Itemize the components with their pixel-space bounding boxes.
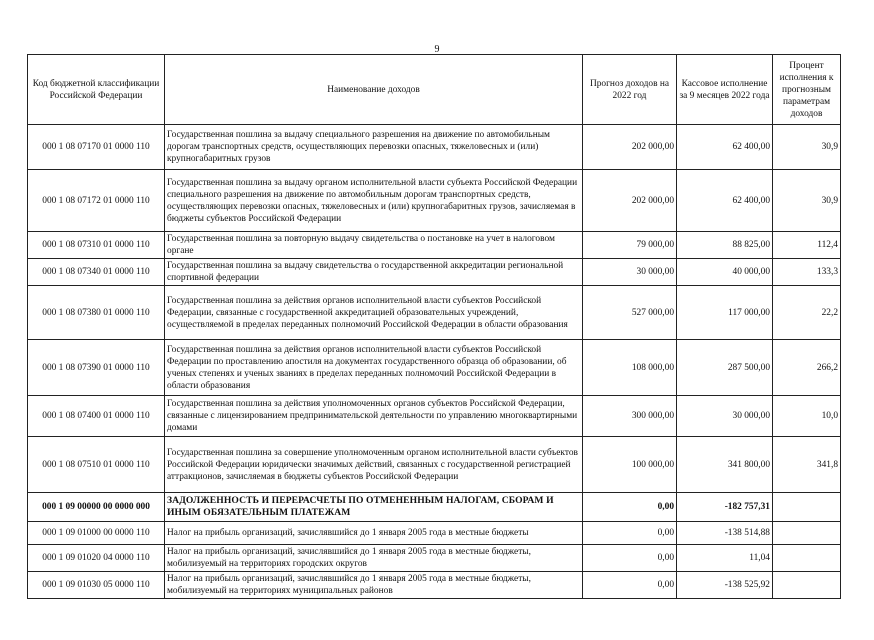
actual-cell: 11,04 [677,545,773,572]
code-cell: 000 1 08 07390 01 0000 110 [28,340,165,396]
table-row [28,545,841,572]
table-row [28,493,841,522]
header-percent: Процент исполнения к прогнозным параметрам доходов [773,55,841,125]
name-cell: Государственная пошлина за действия уполномоченных органов субъектов Российской Федерации, связанные с лицензированием предпринимательской деятельности по управлению многоквартирными домами [165,396,583,437]
actual-cell: -138 514,88 [677,522,773,545]
code-cell: 000 1 08 07400 01 0000 110 [28,396,165,437]
forecast-cell: 0,00 [583,572,677,599]
percent-cell: 133,3 [773,259,841,286]
code-cell: 000 1 08 07380 01 0000 110 [28,286,165,340]
actual-cell: 287 500,00 [677,340,773,396]
code-cell: 000 1 09 01020 04 0000 110 [28,545,165,572]
table-row [28,396,841,437]
actual-cell: 62 400,00 [677,125,773,170]
name-cell: Государственная пошлина за выдачу специального разрешения на движение по автомобильным дорогам транспортных средств, осуществляющих перевозки опасных, тяжеловесных и (или) крупногабаритных грузов [165,125,583,170]
forecast-cell: 527 000,00 [583,286,677,340]
revenue-table [27,54,841,599]
actual-cell: -182 757,31 [677,493,773,522]
name-cell: ЗАДОЛЖЕННОСТЬ И ПЕРЕРАСЧЕТЫ ПО ОТМЕНЕННЫМ НАЛОГАМ, СБОРАМ И ИНЫМ ОБЯЗАТЕЛЬНЫМ ПЛАТЕЖАМ [165,493,583,522]
forecast-cell: 0,00 [583,493,677,522]
header-name: Наименование доходов [165,55,583,125]
table-row [28,572,841,599]
table-row [28,259,841,286]
percent-cell: 30,9 [773,170,841,232]
percent-cell: 266,2 [773,340,841,396]
table-row [28,125,841,170]
table-row [28,340,841,396]
code-cell: 000 1 09 01030 05 0000 110 [28,572,165,599]
percent-cell: 112,4 [773,232,841,259]
header-actual: Кассовое исполнение за 9 месяцев 2022 года [677,55,773,125]
actual-cell: 341 800,00 [677,437,773,493]
code-cell: 000 1 08 07170 01 0000 110 [28,125,165,170]
actual-cell: 30 000,00 [677,396,773,437]
table-row [28,522,841,545]
forecast-cell: 202 000,00 [583,170,677,232]
name-cell: Налог на прибыль организаций, зачислявшийся до 1 января 2005 года в местные бюджеты [165,522,583,545]
code-cell: 000 1 09 01000 00 0000 110 [28,522,165,545]
name-cell: Налог на прибыль организаций, зачислявшийся до 1 января 2005 года в местные бюджеты, мобилизуемый на территориях муниципальных районов [165,572,583,599]
name-cell: Государственная пошлина за выдачу органом исполнительной власти субъекта Российской Федерации специального разрешения на движение по автомобильным дорогам транспортных средств, осуществляющих перевозки опасных, тяжеловесных и (или) крупногабаритных грузов, зачисляемая в бюджеты субъектов Российской Федерации [165,170,583,232]
percent-cell [773,522,841,545]
forecast-cell: 300 000,00 [583,396,677,437]
page-number: 9 [434,44,440,55]
percent-cell: 10,0 [773,396,841,437]
forecast-cell: 0,00 [583,522,677,545]
header-forecast: Прогноз доходов на 2022 год [583,55,677,125]
name-cell: Государственная пошлина за действия органов исполнительной власти субъектов Российской Федерации, связанные с государственной аккредитацией образовательных учреждений, осуществляемой в пределах переданных полномочий Российской Федерации в области образования [165,286,583,340]
code-cell: 000 1 08 07310 01 0000 110 [28,232,165,259]
code-cell: 000 1 08 07510 01 0000 110 [28,437,165,493]
forecast-cell: 108 000,00 [583,340,677,396]
percent-cell [773,545,841,572]
table-row [28,232,841,259]
table-row [28,170,841,232]
forecast-cell: 100 000,00 [583,437,677,493]
actual-cell: -138 525,92 [677,572,773,599]
percent-cell [773,493,841,522]
name-cell: Государственная пошлина за выдачу свидетельства о государственной аккредитации региональной спортивной федерации [165,259,583,286]
actual-cell: 88 825,00 [677,232,773,259]
name-cell: Государственная пошлина за совершение уполномоченным органом исполнительной власти субъектов Российской Федерации юридически значимых действий, связанных с государственной регистрацией аттракционов, зачисляемая в бюджеты субъектов Российской Федерации [165,437,583,493]
percent-cell: 30,9 [773,125,841,170]
table-body [28,125,841,599]
table-header-row [28,55,841,125]
forecast-cell: 79 000,00 [583,232,677,259]
table-row [28,437,841,493]
header-code: Код бюджетной классификации Российской Федерации [28,55,165,125]
actual-cell: 117 000,00 [677,286,773,340]
actual-cell: 62 400,00 [677,170,773,232]
actual-cell: 40 000,00 [677,259,773,286]
percent-cell: 341,8 [773,437,841,493]
forecast-cell: 0,00 [583,545,677,572]
name-cell: Государственная пошлина за действия органов исполнительной власти субъектов Российской Федерации по проставлению апостиля на документах государственного образца об образовании, об ученых степенях и ученых званиях в пределах переданных полномочий Российской Федерации в области образования [165,340,583,396]
table-row [28,286,841,340]
forecast-cell: 202 000,00 [583,125,677,170]
code-cell: 000 1 08 07340 01 0000 110 [28,259,165,286]
forecast-cell: 30 000,00 [583,259,677,286]
code-cell: 000 1 08 07172 01 0000 110 [28,170,165,232]
name-cell: Налог на прибыль организаций, зачислявшийся до 1 января 2005 года в местные бюджеты, мобилизуемый на территориях городских округов [165,545,583,572]
code-cell: 000 1 09 00000 00 0000 000 [28,493,165,522]
name-cell: Государственная пошлина за повторную выдачу свидетельства о постановке на учет в налоговом органе [165,232,583,259]
percent-cell: 22,2 [773,286,841,340]
percent-cell [773,572,841,599]
